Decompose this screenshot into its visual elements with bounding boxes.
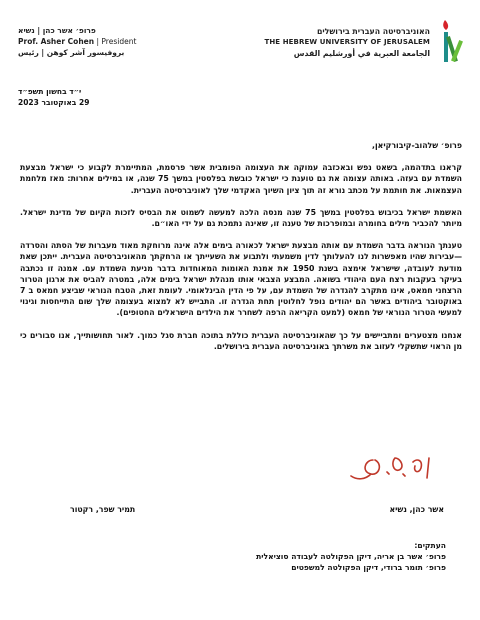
president-signature-name: אשר כהן, נשיא [389,505,444,514]
president-english-name: Prof. Asher Cohen [18,37,95,46]
letter-greeting: פרופ׳ שלהוב-קיבורקיאן, [372,141,462,150]
cc-title: העתקים: [414,541,446,550]
cc-line-2: פרופ׳ תומר ברודי, דיקן הפקולטה למשפטים [291,563,446,572]
university-logo-icon [438,18,464,70]
president-divider: | [96,37,102,46]
signature-area [0,446,480,516]
president-english-title: President [101,37,137,46]
university-name-block [230,26,430,59]
letter-paragraph-3: טענתך הנוראה בדבר השמדת עם אותה מבצעת ישראל לכאורה בימים אלה אינה מרוחקת מאוד מעברות של הסתה והסרדה—עבירות שהיו מאפשרות לנו להעלותך לדין משמעתי ולתבוע את השעייתך או הרחקתך מהאוניברסיטה העברית. ייתכן שאת מודעת לעובדה, שישראל אימצה בשנת 1950 את אמנת האומות המאוחדות בדבר מניעת השמדת עם. אמנה זו נכתבה בעיקר בעקבות רצח העם היהודי בשואה. המבצע הצבאי אותו מנהלת ישראל בימים אלה, במטרה להביס את ארגון הטרור הרצחני חמאס, אינו מתקרב להגדרה של השמדת עם, על פי הדין הבינלאומי. לעומת זאת, הטבח הנוראי שביצע חמאס ב 7 באוקטובר ביהודים באשר הם יהודים נופל לחלוטין תחת הגדרה זו. התבייש לא למצוא בעצומה שלך שום התייחסות וגינוי למעשי הטרור הנוראי של חמאס (למעט הקריאה הרפה לשחרר את הילדים הישראלים החטופים). [20,241,462,318]
cc-line-1: פרופ׳ אשר בן אריה, דיקן הפקולטה לעבודה סוציאלית [256,552,446,561]
university-name-arabic: الجامعة العبرية في أورشليم القدس [293,49,430,58]
cc-block [146,540,446,573]
letterhead [0,10,480,70]
letter-body [20,140,462,363]
university-name-english: THE HEBREW UNIVERSITY OF JERUSALEM [264,38,430,46]
letter-paragraph-1: קראנו בתדהמה, בשאט נפש ובאכזבה עמוקה את העצומה הפומבית אשר פרסמת, המתיימרת לקבוע כי ישראל מבצעת השמדת עם בעזה. באותה עצומה את גם טוענת כי ישראל כובשת בפלסטין במשך 75 שנה, או במילים אחרות: מאז מלחמת העצמאות. את חותמת על מכתב נורא זה תוך ציון השיוך האקדמי שלך לאוניברסיטה העברית. [20,163,462,195]
president-hebrew: פרופ׳ אשר כהן | נשיא [18,26,96,35]
rector-signature-block [60,446,200,514]
university-name-hebrew: האוניברסיטה העברית בירושלים [316,27,430,36]
date-gregorian: 29 באוקטובר 2023 [18,98,90,107]
date-hebrew: י״ד בחשון תשפ״ד [18,87,82,96]
president-signature-icon [343,448,438,490]
president-english [18,37,208,46]
rector-signature-name: תמיר שפר, רקטור [70,505,136,514]
letter-paragraph-4: אנחנו מצטערים ומתביישים על כך שהאוניברסיטה העברית כוללת בתוכה חברת סגל כמוך. לאור תחושותייך, אנו סבורים כי מן הראוי שתשקלי לעזוב את משרתך באוניברסיטה העברית בירושלים. [20,330,462,351]
president-block [18,26,208,57]
letter-date [18,86,89,108]
president-signature-block [324,446,444,514]
president-arabic: بروفيسور آشر كوهن | رئيس [18,48,125,57]
letter-paragraph-2: האשמת ישראל בכיבוש בפלסטין במשך 75 שנה מנסה הלכה למעשה לשמוט את הבסיס לזכות הקיום של מדינת ישראל. מיותר להכביר מילים בחומרה ובמופרכות של טענה זו, שאינה נתמכת גם על ידי האו״ם. [20,207,463,229]
